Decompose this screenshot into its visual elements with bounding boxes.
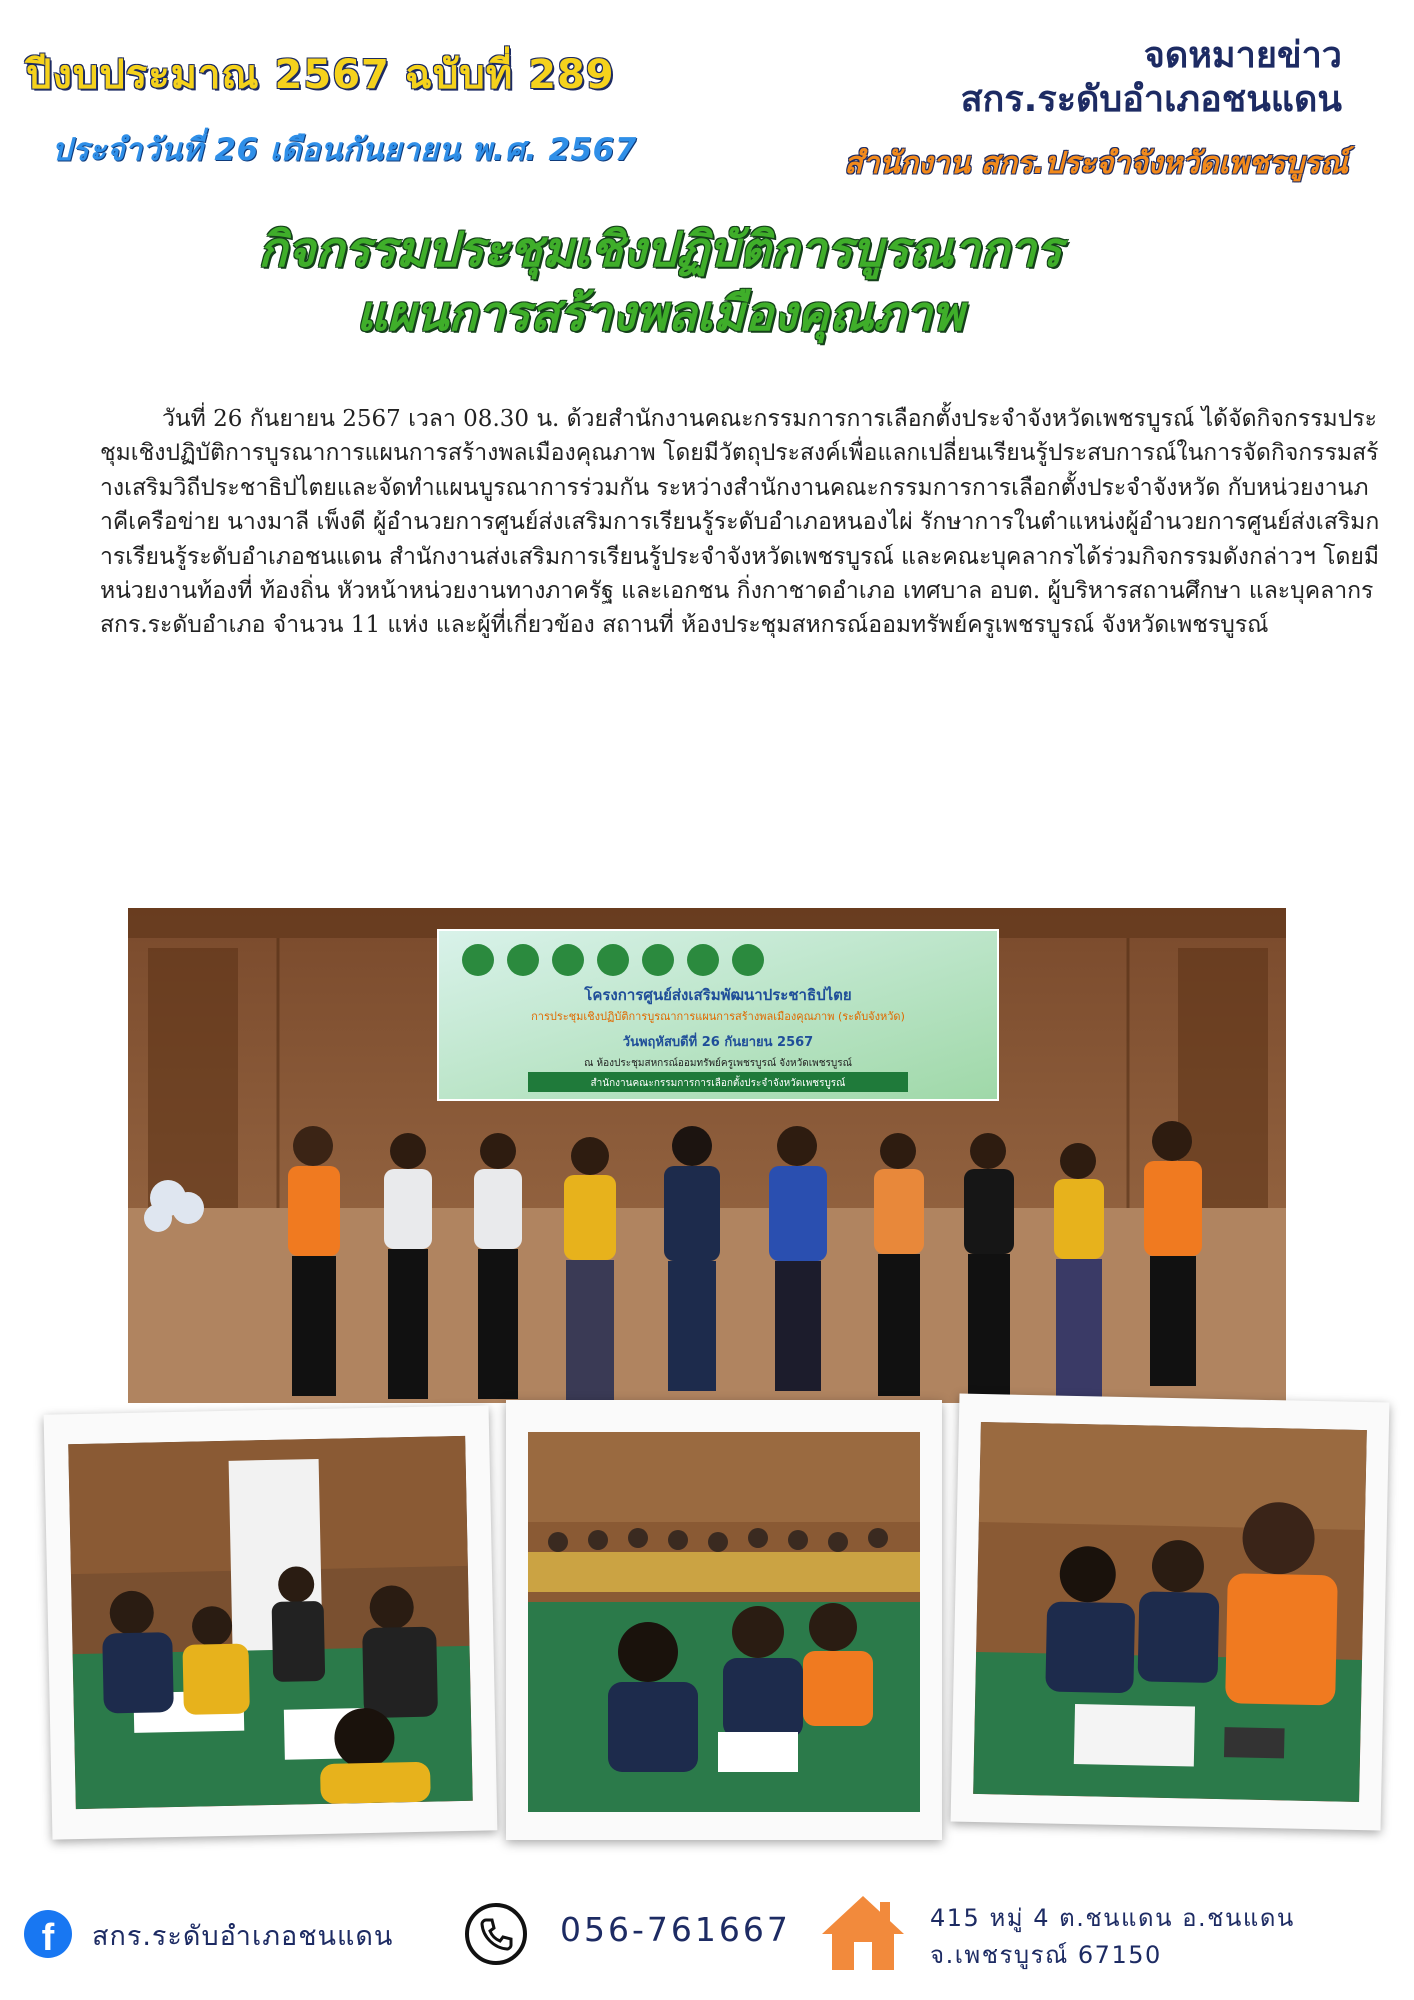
workshop-photo-3 <box>973 1422 1367 1802</box>
photo-card-2 <box>506 1400 942 1840</box>
headline <box>160 218 1160 346</box>
issue-number: ปีงบประมาณ 2567 ฉบับที่ 289 <box>26 52 615 98</box>
photo-card-3 <box>951 1394 1390 1831</box>
home-icon <box>820 1892 906 1972</box>
workshop-photo-1 <box>68 1436 473 1809</box>
workshop-photo-2 <box>528 1432 920 1812</box>
phone-icon <box>465 1903 527 1965</box>
phone-number[interactable]: 056-761667 <box>560 1910 791 1949</box>
masthead <box>822 34 1342 122</box>
address-line-1: 415 หมู่ 4 ต.ชนแดน อ.ชนแดน <box>930 1904 1295 1932</box>
address <box>930 1900 1370 1974</box>
banner-project: โครงการศูนย์ส่งเสริมพัฒนาประชาธิปไตย <box>584 986 852 1004</box>
banner-organizer: สำนักงานคณะกรรมการการเลือกตั้งประจำจังหวัดเพชรบูรณ์ <box>590 1078 846 1089</box>
group-photo <box>128 908 1286 1403</box>
issue-date: ประจำวันที่ 26 เดือนกันยายน พ.ศ. 2567 <box>52 132 637 168</box>
photo-card-1 <box>44 1405 498 1839</box>
banner-workshop: การประชุมเชิงปฏิบัติการบูรณาการแผนการสร้างพลเมืองคุณภาพ (ระดับจังหวัด) <box>531 1010 905 1023</box>
address-line-2: จ.เพชรบูรณ์ 67150 <box>930 1941 1162 1969</box>
office-name: สำนักงาน สกร.ประจำจังหวัดเพชรบูรณ์ <box>844 146 1348 181</box>
headline-line-1: กิจกรรมประชุมเชิงปฏิบัติการบูรณาการ <box>258 222 1062 278</box>
newsletter-title: จดหมายข่าว <box>1143 35 1342 76</box>
facebook-icon[interactable]: f <box>24 1910 72 1958</box>
banner-date: วันพฤหัสบดีที่ 26 กันยายน 2567 <box>622 1035 814 1050</box>
newsletter-subtitle: สกร.ระดับอำเภอชนแดน <box>960 79 1342 120</box>
headline-line-2: แผนการสร้างพลเมืองคุณภาพ <box>356 286 964 342</box>
article-body: วันที่ 26 กันยายน 2567 เวลา 08.30 น. ด้วยสำนักงานคณะกรรมการการเลือกตั้งประจำจังหวัดเพชรบูรณ์ ได้จัดกิจกรรมประชุมเชิงปฏิบัติการบูรณาการแผนการสร้างพลเมืองคุณภาพ โดยมีวัตถุประสงค์เพื่อแลกเปลี่ยนเรียนรู้ประสบการณ์ในการจัดกิจกรรมสร้างเสริมวิถีประชาธิปไตยและจัดทำแผนบูรณาการร่วมกัน ระหว่างสำนักงานคณะกรรมการการเลือกตั้งประจำจังหวัด กับหน่วยงานภาคีเครือข่าย นางมาลี เพ็งดี ผู้อำนวยการศูนย์ส่งเสริมการเรียนรู้ระดับอำเภอหนองไผ่ รักษาการในตำแหน่งผู้อำนวยการศูนย์ส่งเสริมการเรียนรู้ระดับอำเภอชนแดน สำนักงานส่งเสริมการเรียนรู้ประจำจังหวัดเพชรบูรณ์ และคณะบุคลากรได้ร่วมกิจกรรมดังกล่าวฯ โดยมีหน่วยงานท้องที่ ท้องถิ่น หัวหน้าหน่วยงานทางภาครัฐ และเอกชน กิ่งกาชาดอำเภอ เทศบาล อบต. ผู้บริหารสถานศึกษา และบุคลากร สกร.ระดับอำเภอ จำนวน 11 แห่ง และผู้ที่เกี่ยวข้อง สถานที่ ห้องประชุมสหกรณ์ออมทรัพย์ครูเพชรบูรณ์ จังหวัดเพชรบูรณ์ <box>100 406 1380 639</box>
banner-venue: ณ ห้องประชุมสหกรณ์ออมทรัพย์ครูเพชรบูรณ์ จังหวัดเพชรบูรณ์ <box>584 1058 852 1069</box>
group-photo-illustration <box>128 908 1286 1403</box>
facebook-page-name[interactable]: สกร.ระดับอำเภอชนแดน <box>92 1921 394 1952</box>
